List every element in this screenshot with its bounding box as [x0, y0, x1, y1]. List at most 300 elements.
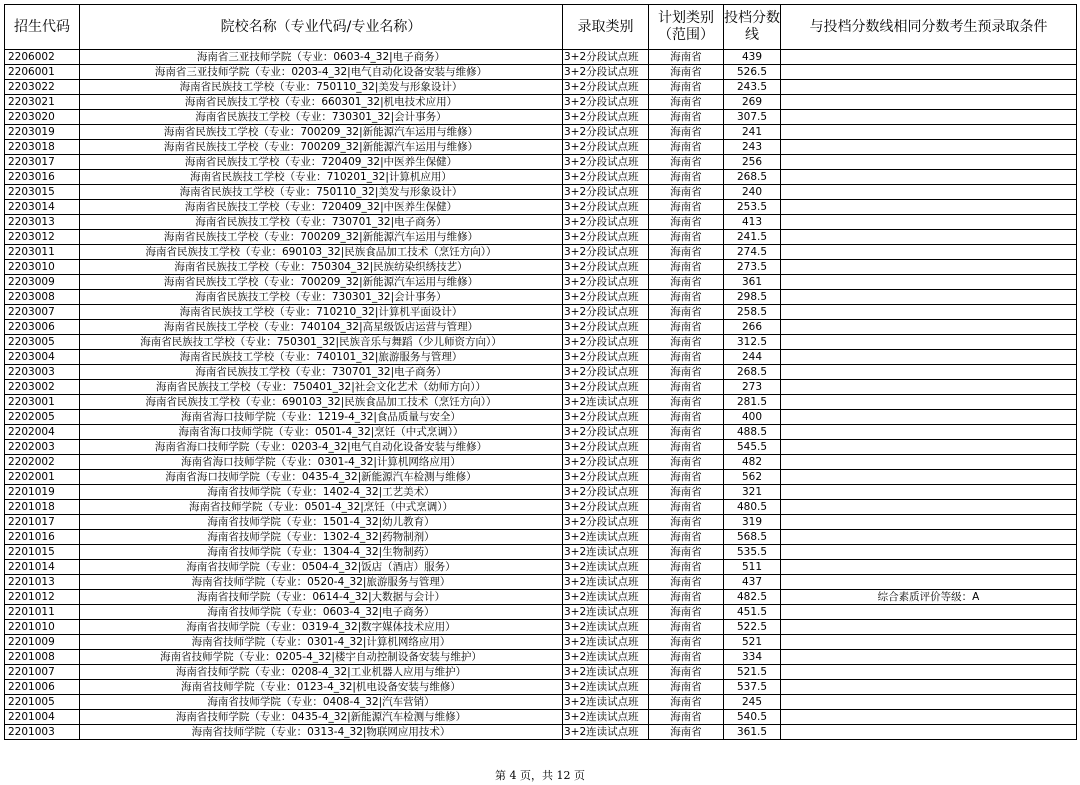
cell-score: 562	[724, 470, 781, 485]
cell-plan: 海南省	[649, 80, 724, 95]
cell-plan: 海南省	[649, 620, 724, 635]
cell-plan: 海南省	[649, 125, 724, 140]
cell-condition	[781, 695, 1077, 710]
cell-score: 334	[724, 650, 781, 665]
cell-score: 268.5	[724, 365, 781, 380]
cell-school: 海南省民族技工学校（专业：750110_32|美发与形象设计）	[80, 185, 563, 200]
cell-score: 361	[724, 275, 781, 290]
table-row	[5, 515, 1077, 530]
cell-category: 3+2分段试点班	[563, 110, 649, 125]
cell-condition	[781, 425, 1077, 440]
cell-plan: 海南省	[649, 245, 724, 260]
cell-category: 3+2连读试点班	[563, 680, 649, 695]
cell-score: 540.5	[724, 710, 781, 725]
cell-condition	[781, 725, 1077, 740]
cell-category: 3+2分段试点班	[563, 500, 649, 515]
cell-condition	[781, 665, 1077, 680]
table-row	[5, 395, 1077, 410]
cell-code: 2201005	[5, 695, 80, 710]
cell-score: 258.5	[724, 305, 781, 320]
table-row	[5, 440, 1077, 455]
cell-category: 3+2分段试点班	[563, 125, 649, 140]
table-row	[5, 50, 1077, 65]
table-row	[5, 290, 1077, 305]
cell-plan: 海南省	[649, 230, 724, 245]
cell-school: 海南省技师学院（专业：0123-4_32|机电设备安装与维修）	[80, 680, 563, 695]
table-row	[5, 110, 1077, 125]
cell-condition	[781, 275, 1077, 290]
cell-score: 568.5	[724, 530, 781, 545]
cell-code: 2201009	[5, 635, 80, 650]
cell-category: 3+2连读试点班	[563, 620, 649, 635]
cell-score: 537.5	[724, 680, 781, 695]
cell-code: 2201018	[5, 500, 80, 515]
cell-code: 2201010	[5, 620, 80, 635]
cell-score: 488.5	[724, 425, 781, 440]
cell-category: 3+2分段试点班	[563, 230, 649, 245]
cell-plan: 海南省	[649, 725, 724, 740]
table-row	[5, 80, 1077, 95]
header-code: 招生代码	[5, 5, 80, 50]
cell-code: 2201012	[5, 590, 80, 605]
cell-code: 2203011	[5, 245, 80, 260]
cell-school: 海南省技师学院（专业：0319-4_32|数字媒体技术应用）	[80, 620, 563, 635]
cell-school: 海南省技师学院（专业：1402-4_32|工艺美术）	[80, 485, 563, 500]
table-row	[5, 245, 1077, 260]
table-row	[5, 425, 1077, 440]
table-header-row	[5, 5, 1077, 50]
table-row	[5, 605, 1077, 620]
cell-code: 2203012	[5, 230, 80, 245]
cell-plan: 海南省	[649, 515, 724, 530]
table-row	[5, 485, 1077, 500]
cell-score: 241.5	[724, 230, 781, 245]
table-row	[5, 380, 1077, 395]
cell-code: 2206001	[5, 65, 80, 80]
cell-plan: 海南省	[649, 575, 724, 590]
cell-score: 482.5	[724, 590, 781, 605]
table-row	[5, 170, 1077, 185]
table-row	[5, 365, 1077, 380]
cell-score: 521.5	[724, 665, 781, 680]
cell-plan: 海南省	[649, 155, 724, 170]
cell-school: 海南省技师学院（专业：1304-4_32|生物制药）	[80, 545, 563, 560]
cell-score: 243	[724, 140, 781, 155]
cell-category: 3+2连读试点班	[563, 650, 649, 665]
cell-code: 2203007	[5, 305, 80, 320]
cell-code: 2201007	[5, 665, 80, 680]
cell-category: 3+2分段试点班	[563, 140, 649, 155]
cell-code: 2203015	[5, 185, 80, 200]
cell-score: 256	[724, 155, 781, 170]
cell-plan: 海南省	[649, 350, 724, 365]
cell-code: 2201011	[5, 605, 80, 620]
cell-condition	[781, 260, 1077, 275]
cell-code: 2201019	[5, 485, 80, 500]
cell-category: 3+2分段试点班	[563, 485, 649, 500]
table-row	[5, 185, 1077, 200]
cell-school: 海南省技师学院（专业：0408-4_32|汽车营销）	[80, 695, 563, 710]
cell-score: 439	[724, 50, 781, 65]
cell-condition	[781, 440, 1077, 455]
table-row	[5, 125, 1077, 140]
cell-category: 3+2连读试点班	[563, 575, 649, 590]
cell-score: 522.5	[724, 620, 781, 635]
cell-plan: 海南省	[649, 140, 724, 155]
cell-condition	[781, 380, 1077, 395]
cell-condition	[781, 185, 1077, 200]
table-row	[5, 590, 1077, 605]
cell-code: 2203001	[5, 395, 80, 410]
cell-category: 3+2分段试点班	[563, 275, 649, 290]
cell-category: 3+2连读试点班	[563, 665, 649, 680]
cell-score: 266	[724, 320, 781, 335]
cell-category: 3+2连读试点班	[563, 530, 649, 545]
cell-plan: 海南省	[649, 110, 724, 125]
cell-score: 400	[724, 410, 781, 425]
cell-plan: 海南省	[649, 50, 724, 65]
cell-condition	[781, 65, 1077, 80]
cell-category: 3+2分段试点班	[563, 425, 649, 440]
cell-category: 3+2分段试点班	[563, 245, 649, 260]
cell-school: 海南省技师学院（专业：0313-4_32|物联网应用技术）	[80, 725, 563, 740]
cell-condition	[781, 305, 1077, 320]
cell-plan: 海南省	[649, 320, 724, 335]
cell-score: 480.5	[724, 500, 781, 515]
table-row	[5, 545, 1077, 560]
cell-score: 240	[724, 185, 781, 200]
cell-score: 535.5	[724, 545, 781, 560]
cell-plan: 海南省	[649, 290, 724, 305]
cell-score: 451.5	[724, 605, 781, 620]
cell-code: 2203002	[5, 380, 80, 395]
cell-school: 海南省海口技师学院（专业：0203-4_32|电气自动化设备安装与维修）	[80, 440, 563, 455]
cell-code: 2201015	[5, 545, 80, 560]
cell-condition	[781, 140, 1077, 155]
cell-plan: 海南省	[649, 215, 724, 230]
cell-category: 3+2分段试点班	[563, 350, 649, 365]
table-row	[5, 575, 1077, 590]
cell-plan: 海南省	[649, 365, 724, 380]
cell-code: 2202005	[5, 410, 80, 425]
cell-score: 307.5	[724, 110, 781, 125]
cell-plan: 海南省	[649, 305, 724, 320]
cell-school: 海南省三亚技师学院（专业：0603-4_32|电子商务）	[80, 50, 563, 65]
cell-category: 3+2分段试点班	[563, 335, 649, 350]
cell-plan: 海南省	[649, 275, 724, 290]
cell-condition	[781, 50, 1077, 65]
cell-code: 2203019	[5, 125, 80, 140]
cell-category: 3+2连读试点班	[563, 560, 649, 575]
cell-school: 海南省民族技工学校（专业：740104_32|高星级饭店运营与管理）	[80, 320, 563, 335]
table-row	[5, 410, 1077, 425]
table-row	[5, 305, 1077, 320]
cell-condition	[781, 410, 1077, 425]
cell-category: 3+2连读试点班	[563, 635, 649, 650]
cell-category: 3+2连读试点班	[563, 725, 649, 740]
cell-plan: 海南省	[649, 560, 724, 575]
cell-condition	[781, 710, 1077, 725]
cell-condition	[781, 170, 1077, 185]
cell-code: 2203018	[5, 140, 80, 155]
cell-plan: 海南省	[649, 635, 724, 650]
cell-category: 3+2分段试点班	[563, 170, 649, 185]
cell-condition	[781, 395, 1077, 410]
cell-category: 3+2分段试点班	[563, 50, 649, 65]
cell-condition	[781, 620, 1077, 635]
cell-category: 3+2分段试点班	[563, 515, 649, 530]
cell-score: 526.5	[724, 65, 781, 80]
cell-condition	[781, 530, 1077, 545]
cell-school: 海南省海口技师学院（专业：0435-4_32|新能源汽车检测与维修）	[80, 470, 563, 485]
cell-code: 2201003	[5, 725, 80, 740]
cell-code: 2203004	[5, 350, 80, 365]
table-row	[5, 230, 1077, 245]
cell-score: 321	[724, 485, 781, 500]
cell-category: 3+2连读试点班	[563, 590, 649, 605]
cell-school: 海南省民族技工学校（专业：750401_32|社会文化艺术（幼师方向））	[80, 380, 563, 395]
cell-school: 海南省海口技师学院（专业：1219-4_32|食品质量与安全）	[80, 410, 563, 425]
cell-category: 3+2连读试点班	[563, 545, 649, 560]
cell-score: 273	[724, 380, 781, 395]
header-condition: 与投档分数线相同分数考生预录取条件	[781, 5, 1077, 50]
cell-school: 海南省民族技工学校（专业：720409_32|中医养生保健）	[80, 155, 563, 170]
cell-condition	[781, 500, 1077, 515]
cell-plan: 海南省	[649, 665, 724, 680]
table-row	[5, 665, 1077, 680]
cell-school: 海南省技师学院（专业：0520-4_32|旅游服务与管理）	[80, 575, 563, 590]
table-row	[5, 65, 1077, 80]
cell-code: 2203017	[5, 155, 80, 170]
page-footer: 第 4 页，共 12 页	[495, 769, 585, 782]
cell-plan: 海南省	[649, 470, 724, 485]
cell-school: 海南省民族技工学校（专业：700209_32|新能源汽车运用与维修）	[80, 230, 563, 245]
cell-category: 3+2分段试点班	[563, 410, 649, 425]
cell-code: 2203022	[5, 80, 80, 95]
header-school: 院校名称（专业代码/专业名称）	[80, 5, 563, 50]
cell-code: 2202003	[5, 440, 80, 455]
table-row	[5, 275, 1077, 290]
table-row	[5, 530, 1077, 545]
cell-plan: 海南省	[649, 455, 724, 470]
cell-condition	[781, 290, 1077, 305]
cell-score: 281.5	[724, 395, 781, 410]
cell-school: 海南省民族技工学校（专业：660301_32|机电技术应用）	[80, 95, 563, 110]
cell-score: 268.5	[724, 170, 781, 185]
cell-school: 海南省民族技工学校（专业：690103_32|民族食品加工技术（烹饪方向））	[80, 245, 563, 260]
cell-school: 海南省技师学院（专业：0501-4_32|烹饪（中式烹调））	[80, 500, 563, 515]
cell-code: 2202002	[5, 455, 80, 470]
cell-school: 海南省民族技工学校（专业：730701_32|电子商务）	[80, 215, 563, 230]
cell-code: 2203016	[5, 170, 80, 185]
table-row	[5, 680, 1077, 695]
cell-condition	[781, 680, 1077, 695]
cell-category: 3+2连读试点班	[563, 710, 649, 725]
cell-school: 海南省技师学院（专业：0208-4_32|工业机器人应用与维护）	[80, 665, 563, 680]
cell-code: 2206002	[5, 50, 80, 65]
cell-condition	[781, 365, 1077, 380]
cell-code: 2203013	[5, 215, 80, 230]
cell-score: 273.5	[724, 260, 781, 275]
cell-code: 2203020	[5, 110, 80, 125]
cell-score: 361.5	[724, 725, 781, 740]
header-plan: 计划类别（范围）	[649, 5, 724, 50]
table-row	[5, 260, 1077, 275]
cell-plan: 海南省	[649, 545, 724, 560]
table-row	[5, 215, 1077, 230]
cell-category: 3+2分段试点班	[563, 305, 649, 320]
cell-category: 3+2分段试点班	[563, 65, 649, 80]
cell-condition	[781, 245, 1077, 260]
cell-plan: 海南省	[649, 260, 724, 275]
cell-code: 2202001	[5, 470, 80, 485]
cell-plan: 海南省	[649, 185, 724, 200]
cell-plan: 海南省	[649, 605, 724, 620]
cell-score: 245	[724, 695, 781, 710]
cell-code: 2201004	[5, 710, 80, 725]
cell-condition	[781, 95, 1077, 110]
cell-condition	[781, 560, 1077, 575]
cell-school: 海南省民族技工学校（专业：750110_32|美发与形象设计）	[80, 80, 563, 95]
cell-plan: 海南省	[649, 170, 724, 185]
header-score: 投档分数线	[724, 5, 781, 50]
cell-school: 海南省海口技师学院（专业：0301-4_32|计算机网络应用）	[80, 455, 563, 470]
cell-condition	[781, 200, 1077, 215]
table-row	[5, 500, 1077, 515]
cell-condition	[781, 515, 1077, 530]
cell-plan: 海南省	[649, 380, 724, 395]
cell-code: 2201006	[5, 680, 80, 695]
cell-plan: 海南省	[649, 335, 724, 350]
cell-score: 241	[724, 125, 781, 140]
table-row	[5, 155, 1077, 170]
cell-school: 海南省技师学院（专业：0614-4_32|大数据与会计）	[80, 590, 563, 605]
cell-score: 274.5	[724, 245, 781, 260]
cell-category: 3+2分段试点班	[563, 200, 649, 215]
cell-school: 海南省民族技工学校（专业：750304_32|民族纺染织绣技艺）	[80, 260, 563, 275]
cell-school: 海南省民族技工学校（专业：710210_32|计算机平面设计）	[80, 305, 563, 320]
cell-school: 海南省民族技工学校（专业：710201_32|计算机应用）	[80, 170, 563, 185]
cell-school: 海南省技师学院（专业：1302-4_32|药物制剂）	[80, 530, 563, 545]
cell-school: 海南省民族技工学校（专业：720409_32|中医养生保健）	[80, 200, 563, 215]
cell-code: 2203010	[5, 260, 80, 275]
admission-score-table	[4, 4, 1077, 740]
cell-category: 3+2分段试点班	[563, 95, 649, 110]
cell-condition	[781, 230, 1077, 245]
cell-score: 437	[724, 575, 781, 590]
table-row	[5, 200, 1077, 215]
cell-category: 3+2分段试点班	[563, 260, 649, 275]
table-row	[5, 635, 1077, 650]
cell-score: 243.5	[724, 80, 781, 95]
table-body	[5, 50, 1077, 740]
cell-category: 3+2连读试点班	[563, 695, 649, 710]
cell-code: 2203006	[5, 320, 80, 335]
cell-school: 海南省民族技工学校（专业：700209_32|新能源汽车运用与维修）	[80, 140, 563, 155]
cell-score: 521	[724, 635, 781, 650]
cell-code: 2201016	[5, 530, 80, 545]
cell-score: 413	[724, 215, 781, 230]
cell-score: 269	[724, 95, 781, 110]
cell-school: 海南省技师学院（专业：0603-4_32|电子商务）	[80, 605, 563, 620]
cell-category: 3+2分段试点班	[563, 185, 649, 200]
cell-category: 3+2分段试点班	[563, 290, 649, 305]
cell-plan: 海南省	[649, 200, 724, 215]
table-row	[5, 335, 1077, 350]
cell-code: 2203009	[5, 275, 80, 290]
table-row	[5, 650, 1077, 665]
table-row	[5, 455, 1077, 470]
cell-school: 海南省民族技工学校（专业：730701_32|电子商务）	[80, 365, 563, 380]
cell-condition	[781, 215, 1077, 230]
cell-category: 3+2分段试点班	[563, 365, 649, 380]
cell-score: 244	[724, 350, 781, 365]
cell-plan: 海南省	[649, 680, 724, 695]
cell-condition	[781, 470, 1077, 485]
cell-plan: 海南省	[649, 530, 724, 545]
table-row	[5, 95, 1077, 110]
cell-category: 3+2分段试点班	[563, 320, 649, 335]
cell-code: 2201017	[5, 515, 80, 530]
cell-score: 298.5	[724, 290, 781, 305]
cell-plan: 海南省	[649, 440, 724, 455]
cell-school: 海南省民族技工学校（专业：700209_32|新能源汽车运用与维修）	[80, 125, 563, 140]
cell-school: 海南省民族技工学校（专业：690103_32|民族食品加工技术（烹饪方向））	[80, 395, 563, 410]
cell-plan: 海南省	[649, 395, 724, 410]
table-row	[5, 695, 1077, 710]
cell-condition	[781, 605, 1077, 620]
table-row	[5, 350, 1077, 365]
table-row	[5, 320, 1077, 335]
cell-plan: 海南省	[649, 590, 724, 605]
cell-school: 海南省民族技工学校（专业：730301_32|会计事务）	[80, 290, 563, 305]
cell-condition	[781, 125, 1077, 140]
cell-code: 2203005	[5, 335, 80, 350]
cell-condition	[781, 155, 1077, 170]
cell-school: 海南省海口技师学院（专业：0501-4_32|烹饪（中式烹调））	[80, 425, 563, 440]
cell-code: 2203008	[5, 290, 80, 305]
cell-plan: 海南省	[649, 500, 724, 515]
cell-condition	[781, 485, 1077, 500]
cell-school: 海南省民族技工学校（专业：740101_32|旅游服务与管理）	[80, 350, 563, 365]
cell-category: 3+2连读试点班	[563, 395, 649, 410]
cell-condition	[781, 575, 1077, 590]
cell-condition	[781, 350, 1077, 365]
cell-category: 3+2分段试点班	[563, 380, 649, 395]
cell-plan: 海南省	[649, 425, 724, 440]
table-row	[5, 620, 1077, 635]
cell-plan: 海南省	[649, 410, 724, 425]
cell-condition: 综合素质评价等级：A	[781, 590, 1077, 605]
table-row	[5, 140, 1077, 155]
header-category: 录取类别	[563, 5, 649, 50]
cell-school: 海南省技师学院（专业：0435-4_32|新能源汽车检测与维修）	[80, 710, 563, 725]
table-row	[5, 470, 1077, 485]
cell-score: 511	[724, 560, 781, 575]
cell-school: 海南省技师学院（专业：0205-4_32|楼宇自动控制设备安装与维护）	[80, 650, 563, 665]
cell-condition	[781, 455, 1077, 470]
cell-plan: 海南省	[649, 95, 724, 110]
cell-score: 312.5	[724, 335, 781, 350]
cell-school: 海南省技师学院（专业：1501-4_32|幼儿教育）	[80, 515, 563, 530]
cell-code: 2203014	[5, 200, 80, 215]
cell-condition	[781, 335, 1077, 350]
cell-school: 海南省技师学院（专业：0504-4_32|饭店（酒店）服务）	[80, 560, 563, 575]
cell-plan: 海南省	[649, 485, 724, 500]
cell-code: 2201013	[5, 575, 80, 590]
cell-score: 482	[724, 455, 781, 470]
cell-category: 3+2分段试点班	[563, 215, 649, 230]
